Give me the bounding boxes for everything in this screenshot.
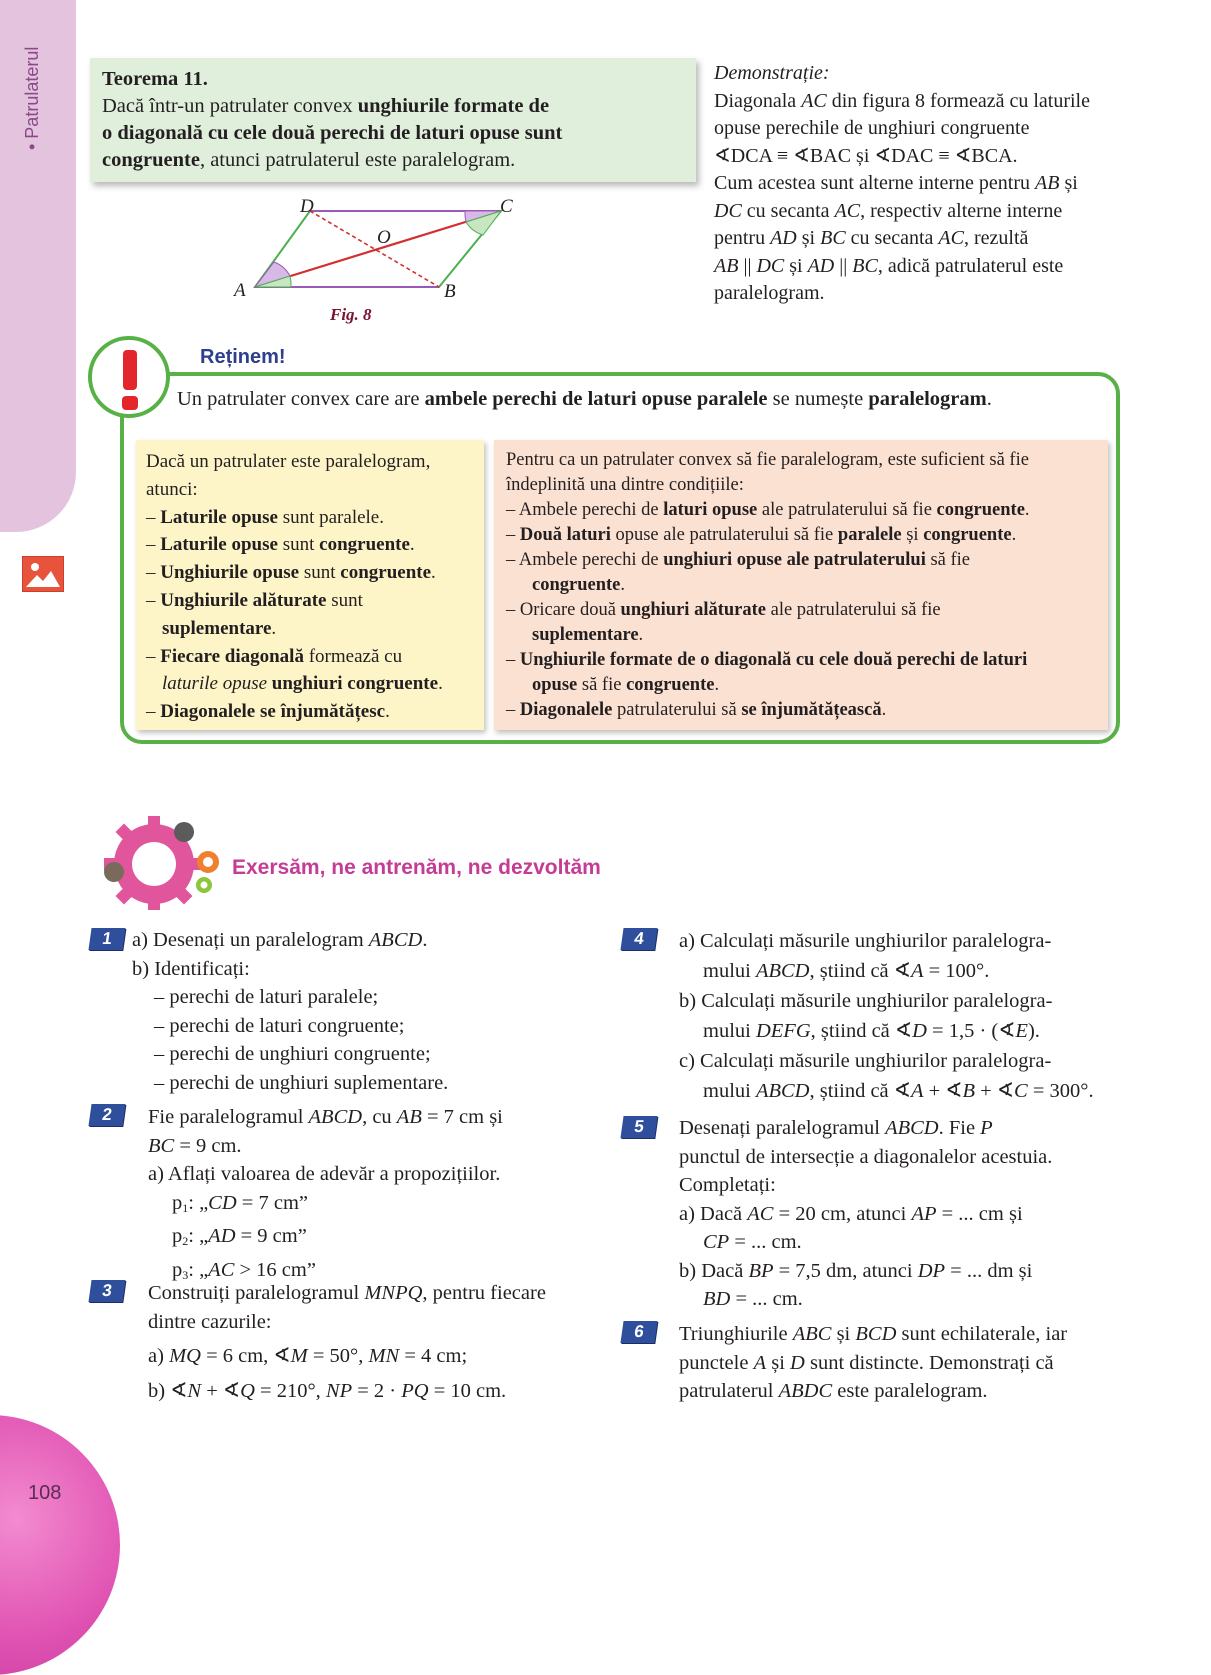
proof-title: Demonstrație: xyxy=(714,62,830,84)
image-icon[interactable] xyxy=(22,556,64,592)
retinem-definition: Un patrulater convex care are ambele perechi de laturi opuse paralele se numește paralelogram. xyxy=(177,388,992,410)
theorem-line-1: Dacă într-un patrulater convex unghiurile formate de xyxy=(102,95,550,117)
exercise-1: a) Desenați un paralelogram ABCD. b) Identificați: – perechi de laturi paralele; – perechi de laturi congruente; – perechi de unghiuri congruente; – perechi de unghiuri suplementare. xyxy=(132,929,449,1094)
exercise-number-5: 5 xyxy=(620,1116,657,1138)
exercise-4: a) Calculați măsurile unghiurilor paralelogra- mului ABCD, știind că ∢A = 100°. b) Calculați măsurile unghiurilor paralelogra- mului DEFG, știind că ∢D = 1,5 · (∢E). c) Calculați măsurile unghiurilor paralelogra- mului ABCD, știind că ∢A + ∢B + ∢C = 300°. xyxy=(679,930,1094,1102)
side-tab-label: • Patrulaterul xyxy=(22,46,42,150)
theorem-box xyxy=(90,58,696,182)
exercise-number-6: 6 xyxy=(620,1321,657,1343)
theorem-title: Teorema 11. xyxy=(102,68,208,90)
point-label-c: C xyxy=(500,196,513,217)
exercise-number-4: 4 xyxy=(620,928,657,950)
point-label-b: B xyxy=(444,281,456,302)
exercise-2: Fie paralelogramul ABCD, cu AB = 7 cm și BC = 9 cm. a) Aflați valoarea de adevăr a propozițiilor. $p_1$: „CD = 7 cm” $p_2$: „AD = 9 cm” $p_3$: „AC > 16 cm” xyxy=(148,1106,503,1282)
exercise-number-2: 2 xyxy=(88,1104,125,1126)
page-number: 108 xyxy=(28,1482,62,1504)
exercise-number-1: 1 xyxy=(88,928,125,950)
point-label-a: A xyxy=(234,280,246,301)
figure-caption: Fig. 8 xyxy=(330,305,372,324)
theorem-line-2: o diagonală cu cele două perechi de laturi opuse sunt xyxy=(102,122,563,144)
parallelogram-figure xyxy=(230,190,530,330)
point-label-d: D xyxy=(300,196,314,217)
exercise-number-3: 3 xyxy=(88,1280,125,1302)
exercise-5: Desenați paralelogramul ABCD. Fie P punctul de intersecție a diagonalelor acestuia. Completați: a) Dacă AC = 20 cm, atunci AP = ... cm și CP = ... cm. b) Dacă BP = 7,5 dm, atunci DP = ... dm și BD = ... cm. xyxy=(679,1117,1053,1310)
retinem-title: Reținem! xyxy=(200,346,286,368)
exercise-6: Triunghiurile ABC și BCD sunt echilaterale, iar punctele A și D sunt distincte. Demonstrați că patrulaterul ABDC este paralelogram. xyxy=(679,1323,1068,1402)
properties-box: Dacă un patrulater este paralelogram, atunci: – Laturile opuse sunt paralele. – Laturile opuse sunt congruente. – Unghiurile opuse sunt congruente. – Unghiurile alăturate sunt suplementare. – Fiecare diagonală formează cu laturile opuse unghiuri congruente. – Diagonalele se înjumătățesc. xyxy=(136,440,484,730)
gears-icon xyxy=(88,812,228,912)
exclamation-icon xyxy=(88,336,170,418)
corner-decoration xyxy=(0,1415,120,1675)
theorem-line-3: congruente, atunci patrulaterul este paralelogram. xyxy=(102,149,516,171)
conditions-box: Pentru ca un patrulater convex să fie paralelogram, este suficient să fie îndeplinită una dintre condițiile: – Ambele perechi de laturi opuse ale patrulaterului să fie congruente. – Două laturi opuse ale patrulaterului să fie paralele și congruente. – Ambele perechi de unghiuri opuse ale patrulaterului să fie congruente. – Oricare două unghiuri alăturate ale patrulaterului să fie suplementare. – Unghiurile formate de o diagonală cu cele două perechi de laturi opuse să fie congruente. – Diagonalele patrulaterului să se înjumătățească. xyxy=(494,440,1108,730)
proof: Demonstrație: Diagonala AC din figura 8 formează cu laturile opuse perechile de unghiuri congruente ∢DCA ≡ ∢BAC și ∢DAC ≡ ∢BCA. Cum acestea sunt alterne interne pentru AB și DC cu secanta AC, respectiv alterne interne pentru AD și BC cu secanta AC, rezultă AB || DC și AD || BC, adică patrulaterul este paralelogram. xyxy=(714,60,1122,308)
exercises-title: Exersăm, ne antrenăm, ne dezvoltăm xyxy=(232,856,601,879)
point-label-o: O xyxy=(377,227,391,248)
exercise-3: Construiți paralelogramul MNPQ, pentru fiecare dintre cazurile: a) MQ = 6 cm, ∢M = 50°, MN = 4 cm; b) ∢N + ∢Q = 210°, NP = 2 · PQ = 10 cm. xyxy=(148,1282,546,1402)
